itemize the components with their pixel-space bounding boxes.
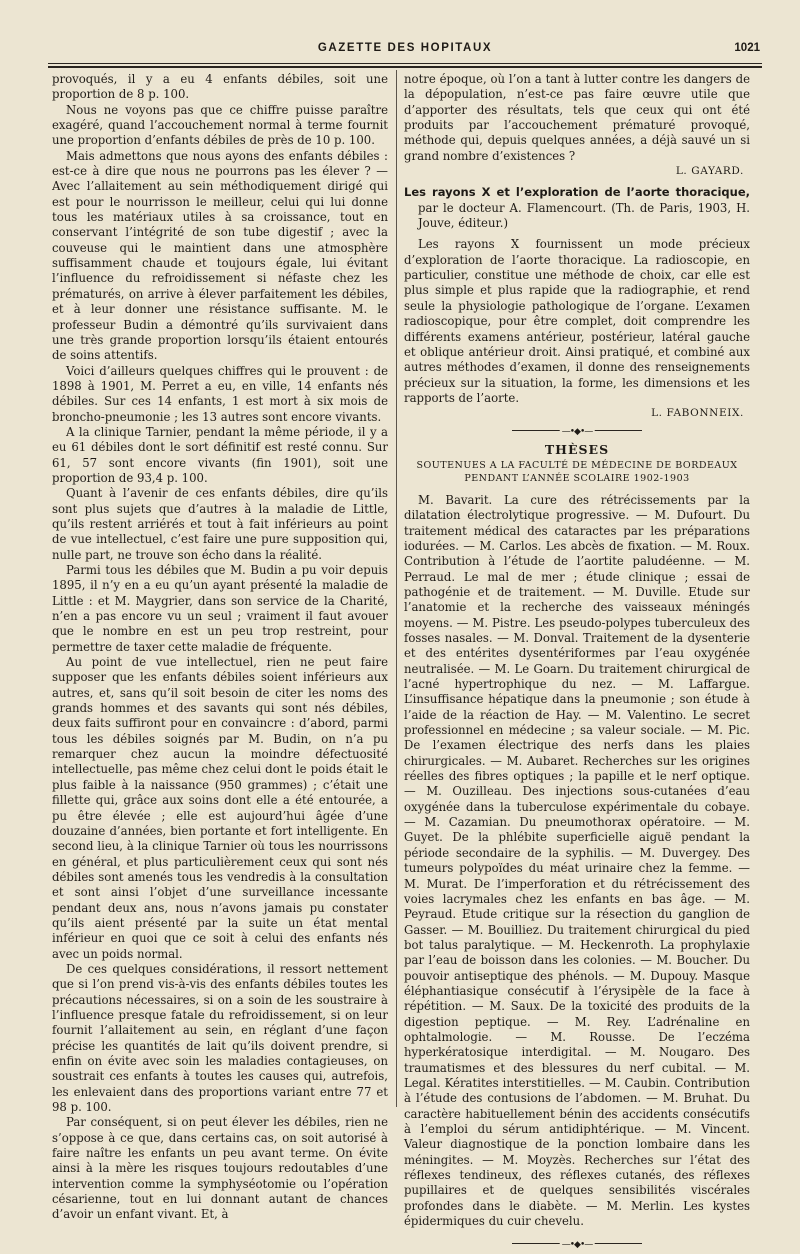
right-column bbox=[404, 72, 750, 1251]
author-signature: L. GAYARD. bbox=[675, 165, 744, 178]
header-rule-thin bbox=[48, 63, 762, 64]
journal-title: GAZETTE DES HOPITAUX bbox=[317, 42, 493, 54]
paragraph: Quant à l’avenir de ces enfants débiles, dire qu’ils sont plus sujets que d’autres à la maladie de Little, qu’ils restent arriérés et tout à fait inférieurs au point de vue intellectuel, c’est faire une pure supposition qui, nulle part, ne trouve son écho dans la réalité. bbox=[52, 486, 388, 562]
paragraph: provoqués, il y a eu 4 enfants débiles, soit une proportion de 8 p. 100. bbox=[52, 72, 388, 102]
paragraph: Voici d’ailleurs quelques chiffres qui le prouvent : de 1898 à 1901, M. Perret a eu, en ville, 14 enfants nés débiles. Sur ces 14 enfants, 1 est mort à six mois de broncho-pneumonie ; les 13 autres sont encore vivants. bbox=[52, 363, 388, 424]
review-signature: L. FABONNEIX. bbox=[651, 407, 744, 420]
theses-list: M. Bavarit. La cure des rétrécissements par la dilatation électrolytique progressive. — M. Dufourt. Du traitement médical des cataractes par les préparations iodurées. — M. Carlos. Les abcès de fixation. — M. Roux. Contribution à l’étude de l’aortite paludéenne. — M. Perraud. Le mal de mer ; étude clinique ; essai de pathogénie et de traitement. — M. Duville. Etude sur l’anatomie et la recherche des vaisseaux méningés moyens. — M. Pistre. Les pseudo-polypes tuberculeux des fosses nasales. — M. Donval. Traitement de la dysenterie et des entérites dysentériformes par l’eau oxygénée neutralisée. — M. Le Goarn. Du traitement chirurgical de l’acné hypertrophique du nez. — M. Laffargue. L’insuffisance hépatique dans la pneumonie ; son étude à l’aide de la réaction de Hay. — M. Valentino. Le secret professionnel en médecine ; sa valeur sociale. — M. Pic. De l’examen électrique des nerfs dans les plaies chirurgicales. — M. Aubaret. Recherches sur les origines réelles des fibres optiques ; la papille et le nerf optique. — M. Ouzilleau. Des injections sous-cutanées d’eau oxygénée dans la tuberculose expérimentale du cobaye. — M. Cazamian. Du pneumothorax opératoire. — M. Guyet. De la phlébite superficielle aiguë pendant la période secondaire de la syphilis. — M. Duvergey. Des tumeurs polypoïdes du méat urinaire chez la femme. — M. Murat. De l’imperforation et du rétrécissement des voies lacrymales chez les enfants en bas âge. — M. Peyraud. Etude critique sur la résection du ganglion de Gasser. — M. Bouilliez. Du traitement chirurgical du pied bot talus paralytique. — M. Heckenroth. La prophylaxie par l’eau de boisson dans les colonies. — M. Boucher. Du pouvoir antiseptique des phénols. — M. Dupouy. Masque éléphantiasique consécutif à l’érysipèle de la face à répétition. — M. Saux. De la toxicité des produits de la digestion peptique. — M. Rey. L’adrénaline en ophtalmologie. — M. Rousse. De l’eczéma hyperkératosique interdigital. — M. Nougaro. Des traumatismes et des blessures du nerf cubital. — M. Legal. Kératites interstitielles. — M. Caubin. Contribution à l’étude des contusions de l’abdomen. — M. Bruhat. Du caractère habituellement bénin des accidents consécutifs à l’emploi du sérum antidiphtérique. — M. Vincent. Valeur diagnostique de la ponction lombaire dans les méningites. — M. Moyzès. Recherches sur l’état des réflexes tendineux, des réflexes cutanés, des réflexes pupillaires et de quelques sensibilités viscérales profondes dans le diabète. — M. Merlin. Les kystes épidermiques du cuir chevelu. bbox=[404, 492, 750, 1229]
review-title: Les rayons X et l’exploration de l’aorte thoracique, bbox=[404, 185, 750, 200]
left-column bbox=[52, 72, 388, 1222]
page-header bbox=[48, 38, 762, 66]
paragraph: Nous ne voyons pas que ce chiffre puisse paraître exagéré, quand l’accouchement normal à terme fournit une proportion d’enfants débiles de près de 10 p. 100. bbox=[52, 102, 388, 148]
review-citation: par le docteur A. Flamencourt. (Th. de Paris, 1903, H. Jouve, éditeur.) bbox=[418, 200, 750, 231]
theses-subheading: SOUTENUES A LA FACULTÉ DE MÉDECINE DE BORDEAUX bbox=[416, 459, 738, 471]
paragraph: notre époque, où l’on a tant à lutter contre les dangers de la dépopulation, n’est-ce pas faire œuvre utile que d’apporter des résultats, tels que ceux qui ont été produits par l’accouchement prématuré provoqué, méthode qui, depuis quelques années, a déjà sauvé un si grand nombre d’existences ? bbox=[404, 72, 750, 163]
page-number: 1021 bbox=[734, 42, 760, 54]
book-review bbox=[404, 185, 750, 231]
review-body: Les rayons X fournissent un mode précieux d’exploration de l’aorte thoracique. La radioscopie, en particulier, constitue une méthode de choix, car elle est plus simple et plus rapide que la radiographie, et rend seule la physiologie pathologique de l’organe. L’examen radioscopique, pour être complet, doit comprendre les différents examens antérieur, postérieur, latéral gauche et oblique antérieur droit. Ainsi pratiqué, et combiné aux autres méthodes d’examen, il donne des renseignements précieux sur la situation, la forme, les dimensions et les rapports de l’aorte. bbox=[404, 237, 750, 405]
header-rule-thick bbox=[48, 66, 762, 68]
paragraph: Au point de vue intellectuel, rien ne peut faire supposer que les enfants débiles soient inférieurs aux autres, et, sans qu’il soit besoin de citer les noms des grands hommes et des savants qui sont nés débiles, deux faits suffiront pour en convaincre : d’abord, parmi tous les débiles soignés par M. Budin, on n’a pu remarquer chez aucun la moindre défectuosité intellectuelle, pas même chez celui dont le poids était le plus faible à la naissance (950 grammes) ; c’était une fillette qui, grâce aux soins dont elle a été entourée, a pu être élevée ; elle est aujourd’hui âgée d’une douzaine d’années, bien portante et fort intelligente. En second lieu, à la clinique Tarnier où tous les nourrissons en général, et plus particulièrement ceux qui sont nés débiles sont amenés tous les vendredis à la consultation et sont ainsi l’objet d’une surveillance incessante pendant deux ans, nous n’avons jamais pu constater qu’ils aient présenté par la suite un état mental inférieur en quoi que ce soit à celui des enfants nés avec un poids normal. bbox=[52, 655, 388, 961]
paragraph: De ces quelques considérations, il ressort nettement que si l’on prend vis-à-vis des enfants débiles toutes les précautions nécessaires, si on a soin de les soustraire à l’influence presque fatale du refroidissement, si on leur fournit l’allaitement au sein, en réglant d’une façon précise les quantités de lait qu’ils doivent prendre, si enfin on évite avec soin les maladies contagieuses, on soustrait ces enfants à toutes les causes qui, autrefois, les enlevaient dans des proportions variant entre 77 et 98 p. 100. bbox=[52, 961, 388, 1115]
paragraph: Mais admettons que nous ayons des enfants débiles : est-ce à dire que nous ne pourrons pas les élever ? — Avec l’allaitement au sein méthodiquement dirigé qui est pour le nourrisson le meilleur, celui qui lui donne tous les matériaux utiles à sa croissance, tout en conservant l’intégrité de son tube digestif ; avec la couveuse qui le maintient dans une atmosphère suffisamment chaude et toujours égale, lui évitant l’influence du refroidissement si néfaste chez les prématurés, on arrive à élever parfaitement les débiles, et à leur donner une résistance suffisante. M. le professeur Budin a démontré qu’ils survivaient dans une très grande proportion lorsqu’ils étaient entourés de soins attentifs. bbox=[52, 148, 388, 363]
paragraph: Par conséquent, si on peut élever les débiles, rien ne s’oppose à ce que, dans certains cas, on soit autorisé à faire naître les enfants un peu avant terme. On évite ainsi à la mère les risques toujours redoutables d’une intervention comme la symphyséotomie ou l’opération césarienne, tout en lui donnant autant de chances d’avoir un enfant vivant. Et, à bbox=[52, 1115, 388, 1222]
theses-subheading-year: PENDANT L’ANNÉE SCOLAIRE 1902-1903 bbox=[464, 472, 690, 484]
column-divider bbox=[396, 70, 397, 1107]
theses-heading: THÈSES bbox=[544, 441, 610, 457]
end-ornament: —•◆•— bbox=[560, 1238, 595, 1253]
section-separator bbox=[512, 426, 642, 437]
separator-ornament: —•◆•— bbox=[560, 425, 595, 440]
end-separator bbox=[512, 1240, 642, 1251]
paragraph: Parmi tous les débiles que M. Budin a pu voir depuis 1895, il n’y en a eu qu’un ayant présenté la maladie de Little : et M. Maygrier, dans son service de la Charité, n’en a pas encore vu un seul ; vraiment il faut avouer que le nombre en est un peu trop restreint, pour permettre de taxer cette maladie de fréquente. bbox=[52, 563, 388, 654]
paragraph: A la clinique Tarnier, pendant la même période, il y a eu 61 débiles dont le sort définitif est resté connu. Sur 61, 57 sont encore vivants (fin 1901), soit une proportion de 93,4 p. 100. bbox=[52, 424, 388, 485]
